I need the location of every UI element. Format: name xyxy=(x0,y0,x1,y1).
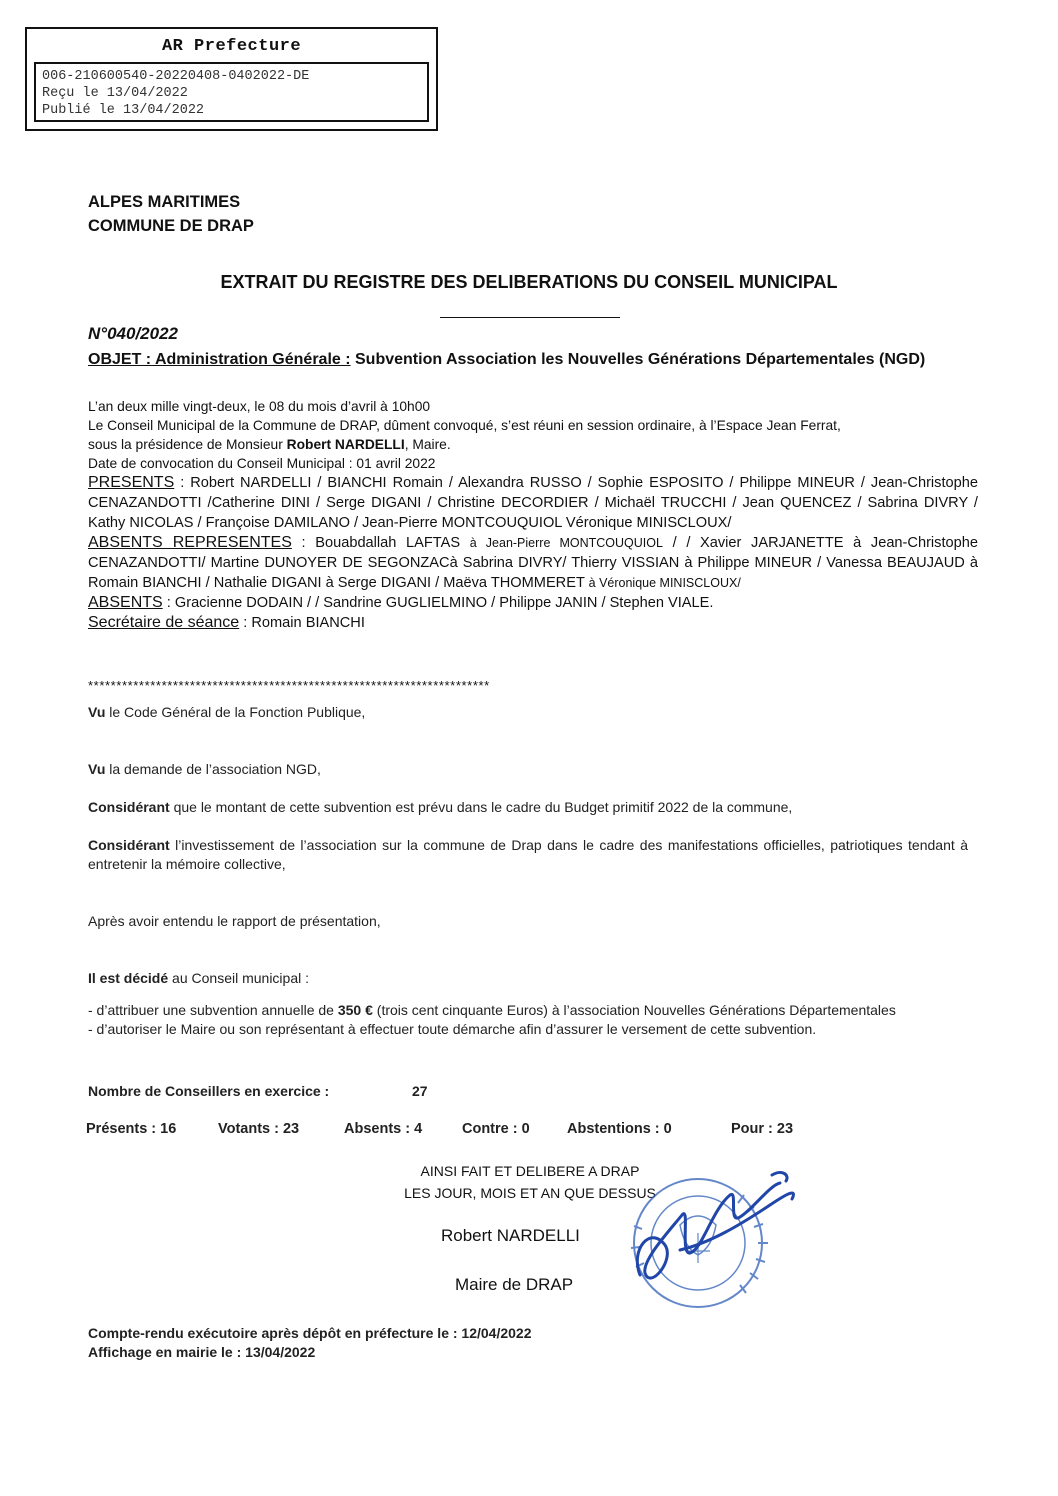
session-info xyxy=(88,397,978,473)
deliberation-number: N°040/2022 xyxy=(88,324,178,343)
decision-intro-text: au Conseil municipal : xyxy=(168,970,310,986)
closing-line-2: LES JOUR, MOIS ET AN QUE DESSUS xyxy=(404,1185,656,1201)
president-name: Robert NARDELLI xyxy=(286,437,405,452)
ar-stamp-details xyxy=(34,62,429,122)
mairie-seal-and-signature xyxy=(620,1155,820,1325)
separator-line: *********************************************************************** xyxy=(88,678,490,693)
footer-notes xyxy=(88,1324,532,1362)
vu-request xyxy=(88,760,968,779)
signer-name: Robert NARDELLI xyxy=(441,1226,580,1245)
vu-request-text: la demande de l’association NGD, xyxy=(105,761,321,777)
subject-text: Subvention Association les Nouvelles Générations Départementales (NGD) xyxy=(350,351,926,368)
considerant-budget xyxy=(88,798,968,817)
stat-absents: Absents : 4 xyxy=(344,1121,423,1137)
attendance-lists xyxy=(88,473,978,633)
president-intro: sous la présidence de Monsieur xyxy=(88,437,287,452)
represented-part-4: à Véronique MINISCLOUX/ xyxy=(588,576,741,590)
decision-intro xyxy=(88,969,968,988)
department-name: ALPES MARITIMES xyxy=(88,193,241,211)
ar-stamp-title: AR Prefecture xyxy=(161,37,302,56)
presents-list xyxy=(88,473,978,533)
commune-header xyxy=(88,190,254,238)
absents-label: ABSENTS xyxy=(88,594,163,611)
councillors-value: 27 xyxy=(412,1083,428,1099)
session-date: L’an deux mille vingt-deux, le 08 du mois d’avril à 10h00 xyxy=(88,399,431,414)
decision-item-1 xyxy=(88,1001,968,1020)
considerant-budget-text: que le montant de cette subvention est prévu dans le cadre du Budget primitif 2022 de la commune, xyxy=(169,799,793,815)
represented-part-2: à Jean-Pierre MONTCOUQUIOL xyxy=(469,536,663,550)
considerant-investment xyxy=(88,836,968,874)
ar-prefecture-stamp xyxy=(25,27,438,131)
stat-contre: Contre : 0 xyxy=(462,1121,530,1137)
president-title: , Maire. xyxy=(404,437,451,452)
ar-published-date: Publié le 13/04/2022 xyxy=(42,103,205,118)
item1-text: - d’attribuer une subvention annuelle de xyxy=(88,1002,338,1018)
closing-line-1: AINSI FAIT ET DELIBERE A DRAP xyxy=(420,1163,640,1179)
absents-names: : Gracienne DODAIN / / Sandrine GUGLIELMINO / Philippe JANIN / Stephen VIALE. xyxy=(162,595,714,611)
subsidy-amount: 350 € xyxy=(337,1002,373,1018)
stat-pour: Pour : 23 xyxy=(731,1121,794,1137)
subject-label: OBJET : Administration Générale : xyxy=(88,351,351,368)
secretary-label: Secrétaire de séance xyxy=(88,614,240,631)
commune-name: COMMUNE DE DRAP xyxy=(88,217,254,235)
document-title: EXTRAIT DU REGISTRE DES DELIBERATIONS DU CONSEIL MUNICIPAL xyxy=(220,272,838,292)
after-report: Après avoir entendu le rapport de présentation, xyxy=(88,913,381,929)
considerant-investment-text: l’investissement de l’association sur la commune de Drap dans le cadre des manifestations officielles, patriotiques tendant à entretenir la mémoire collective, xyxy=(88,837,968,872)
presents-label: PRESENTS xyxy=(88,474,175,491)
session-president xyxy=(88,435,978,454)
display-date: Affichage en mairie le : 13/04/2022 xyxy=(88,1344,316,1360)
secretary-name: : Romain BIANCHI xyxy=(239,615,365,631)
item1-text-post: (trois cent cinquante Euros) à l’association Nouvelles Générations Départementales xyxy=(372,1002,896,1018)
represented-list xyxy=(88,533,978,593)
executory-date: Compte-rendu exécutoire après dépôt en préfecture le : 12/04/2022 xyxy=(88,1325,532,1341)
stat-votants: Votants : 23 xyxy=(218,1121,300,1137)
ar-received-date: Reçu le 13/04/2022 xyxy=(42,86,188,101)
ar-reference: 006-210600540-20220408-0402022-DE xyxy=(42,69,310,84)
vu-keyword: Vu xyxy=(88,761,106,777)
deliberation-subject xyxy=(88,349,968,371)
stat-abstentions: Abstentions : 0 xyxy=(567,1121,672,1137)
signer-role: Maire de DRAP xyxy=(455,1275,574,1294)
councillors-label: Nombre de Conseillers en exercice : xyxy=(88,1083,330,1099)
represented-part-3: / / Xavier JARJANETTE à Jean-Christophe CENAZANDOTTI/ Martine DUNOYER DE SEGONZACà Sabrina DIVRY/ Thierry VISSIAN à Philippe MINEUR / Vanessa BEAUJAUD à Romain BIANCHI / Nathalie DIGANI à Serge DIGANI / Maëva THOMMERET xyxy=(88,535,978,591)
vu-code-text: le Code Général de la Fonction Publique, xyxy=(105,704,366,720)
deliberation-body xyxy=(88,703,968,1039)
vu-keyword: Vu xyxy=(88,704,106,720)
councillors-count xyxy=(88,1083,428,1099)
title-divider xyxy=(440,317,620,318)
absents-list xyxy=(88,593,978,613)
considerant-keyword: Considérant xyxy=(88,837,170,853)
presents-names: : Robert NARDELLI / BIANCHI Romain / Alexandra RUSSO / Sophie ESPOSITO / Philippe MINEUR / Jean-Christophe CENAZANDOTTI /Catherine DINI / Serge DIGANI / Christine DECORDIER / Michaël TRUCCHI / Jean QUENCEZ / Sabrina DIVRY / Kathy NICOLAS / Françoise DAMILANO / Jean-Pierre MONTCOUQUIOL Véronique MINISCLOUX/ xyxy=(88,475,978,531)
represented-label: ABSENTS REPRESENTES xyxy=(88,534,292,551)
stat-presents: Présents : 16 xyxy=(86,1121,177,1137)
decision-item-2: - d’autoriser le Maire ou son représentant à effectuer toute démarche afin d’assurer le versement de cette subvention. xyxy=(88,1021,817,1037)
represented-part-1: : Bouabdallah LAFTAS xyxy=(291,535,470,551)
vu-code xyxy=(88,703,968,722)
secretary-line xyxy=(88,613,978,633)
decision-keyword: Il est décidé xyxy=(88,970,169,986)
session-location: Le Conseil Municipal de la Commune de DRAP, dûment convoqué, s’est réuni en session ordinaire, à l’Espace Jean Ferrat, xyxy=(88,418,841,433)
considerant-keyword: Considérant xyxy=(88,799,170,815)
convocation-date: Date de convocation du Conseil Municipal : 01 avril 2022 xyxy=(88,456,436,471)
